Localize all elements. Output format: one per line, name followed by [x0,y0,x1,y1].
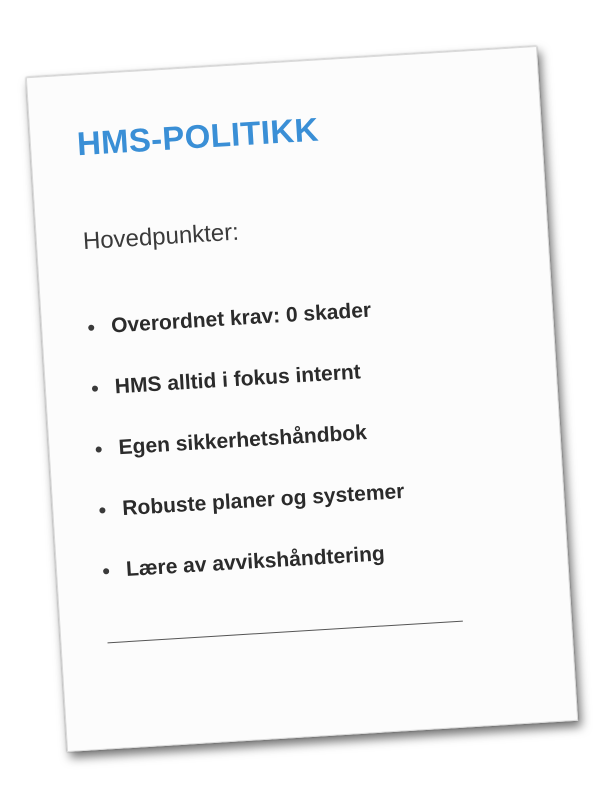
bullet-icon [103,568,109,574]
key-points-list [87,294,410,617]
list-item [91,355,398,404]
bullet-icon [96,446,102,452]
bullet-icon [92,385,98,391]
list-item-text: Egen sikkerhetshåndbok [117,421,368,460]
list-item [102,538,409,587]
list-item [87,294,394,343]
list-item [95,416,402,465]
subheading: Hovedpunkter: [82,218,240,256]
horizontal-rule [107,621,462,644]
list-item-text: HMS alltid i fokus internt [114,360,362,399]
bullet-icon [99,507,105,513]
document-card [26,46,578,752]
list-item-text: Lære av avvikshåndtering [125,542,386,582]
document-title: HMS-POLITIKK [75,110,320,163]
list-item-text: Overordnet krav: 0 skader [110,298,372,338]
bullet-icon [88,325,94,331]
list-item-text: Robuste planer og systemer [121,479,405,521]
list-item [99,477,406,526]
